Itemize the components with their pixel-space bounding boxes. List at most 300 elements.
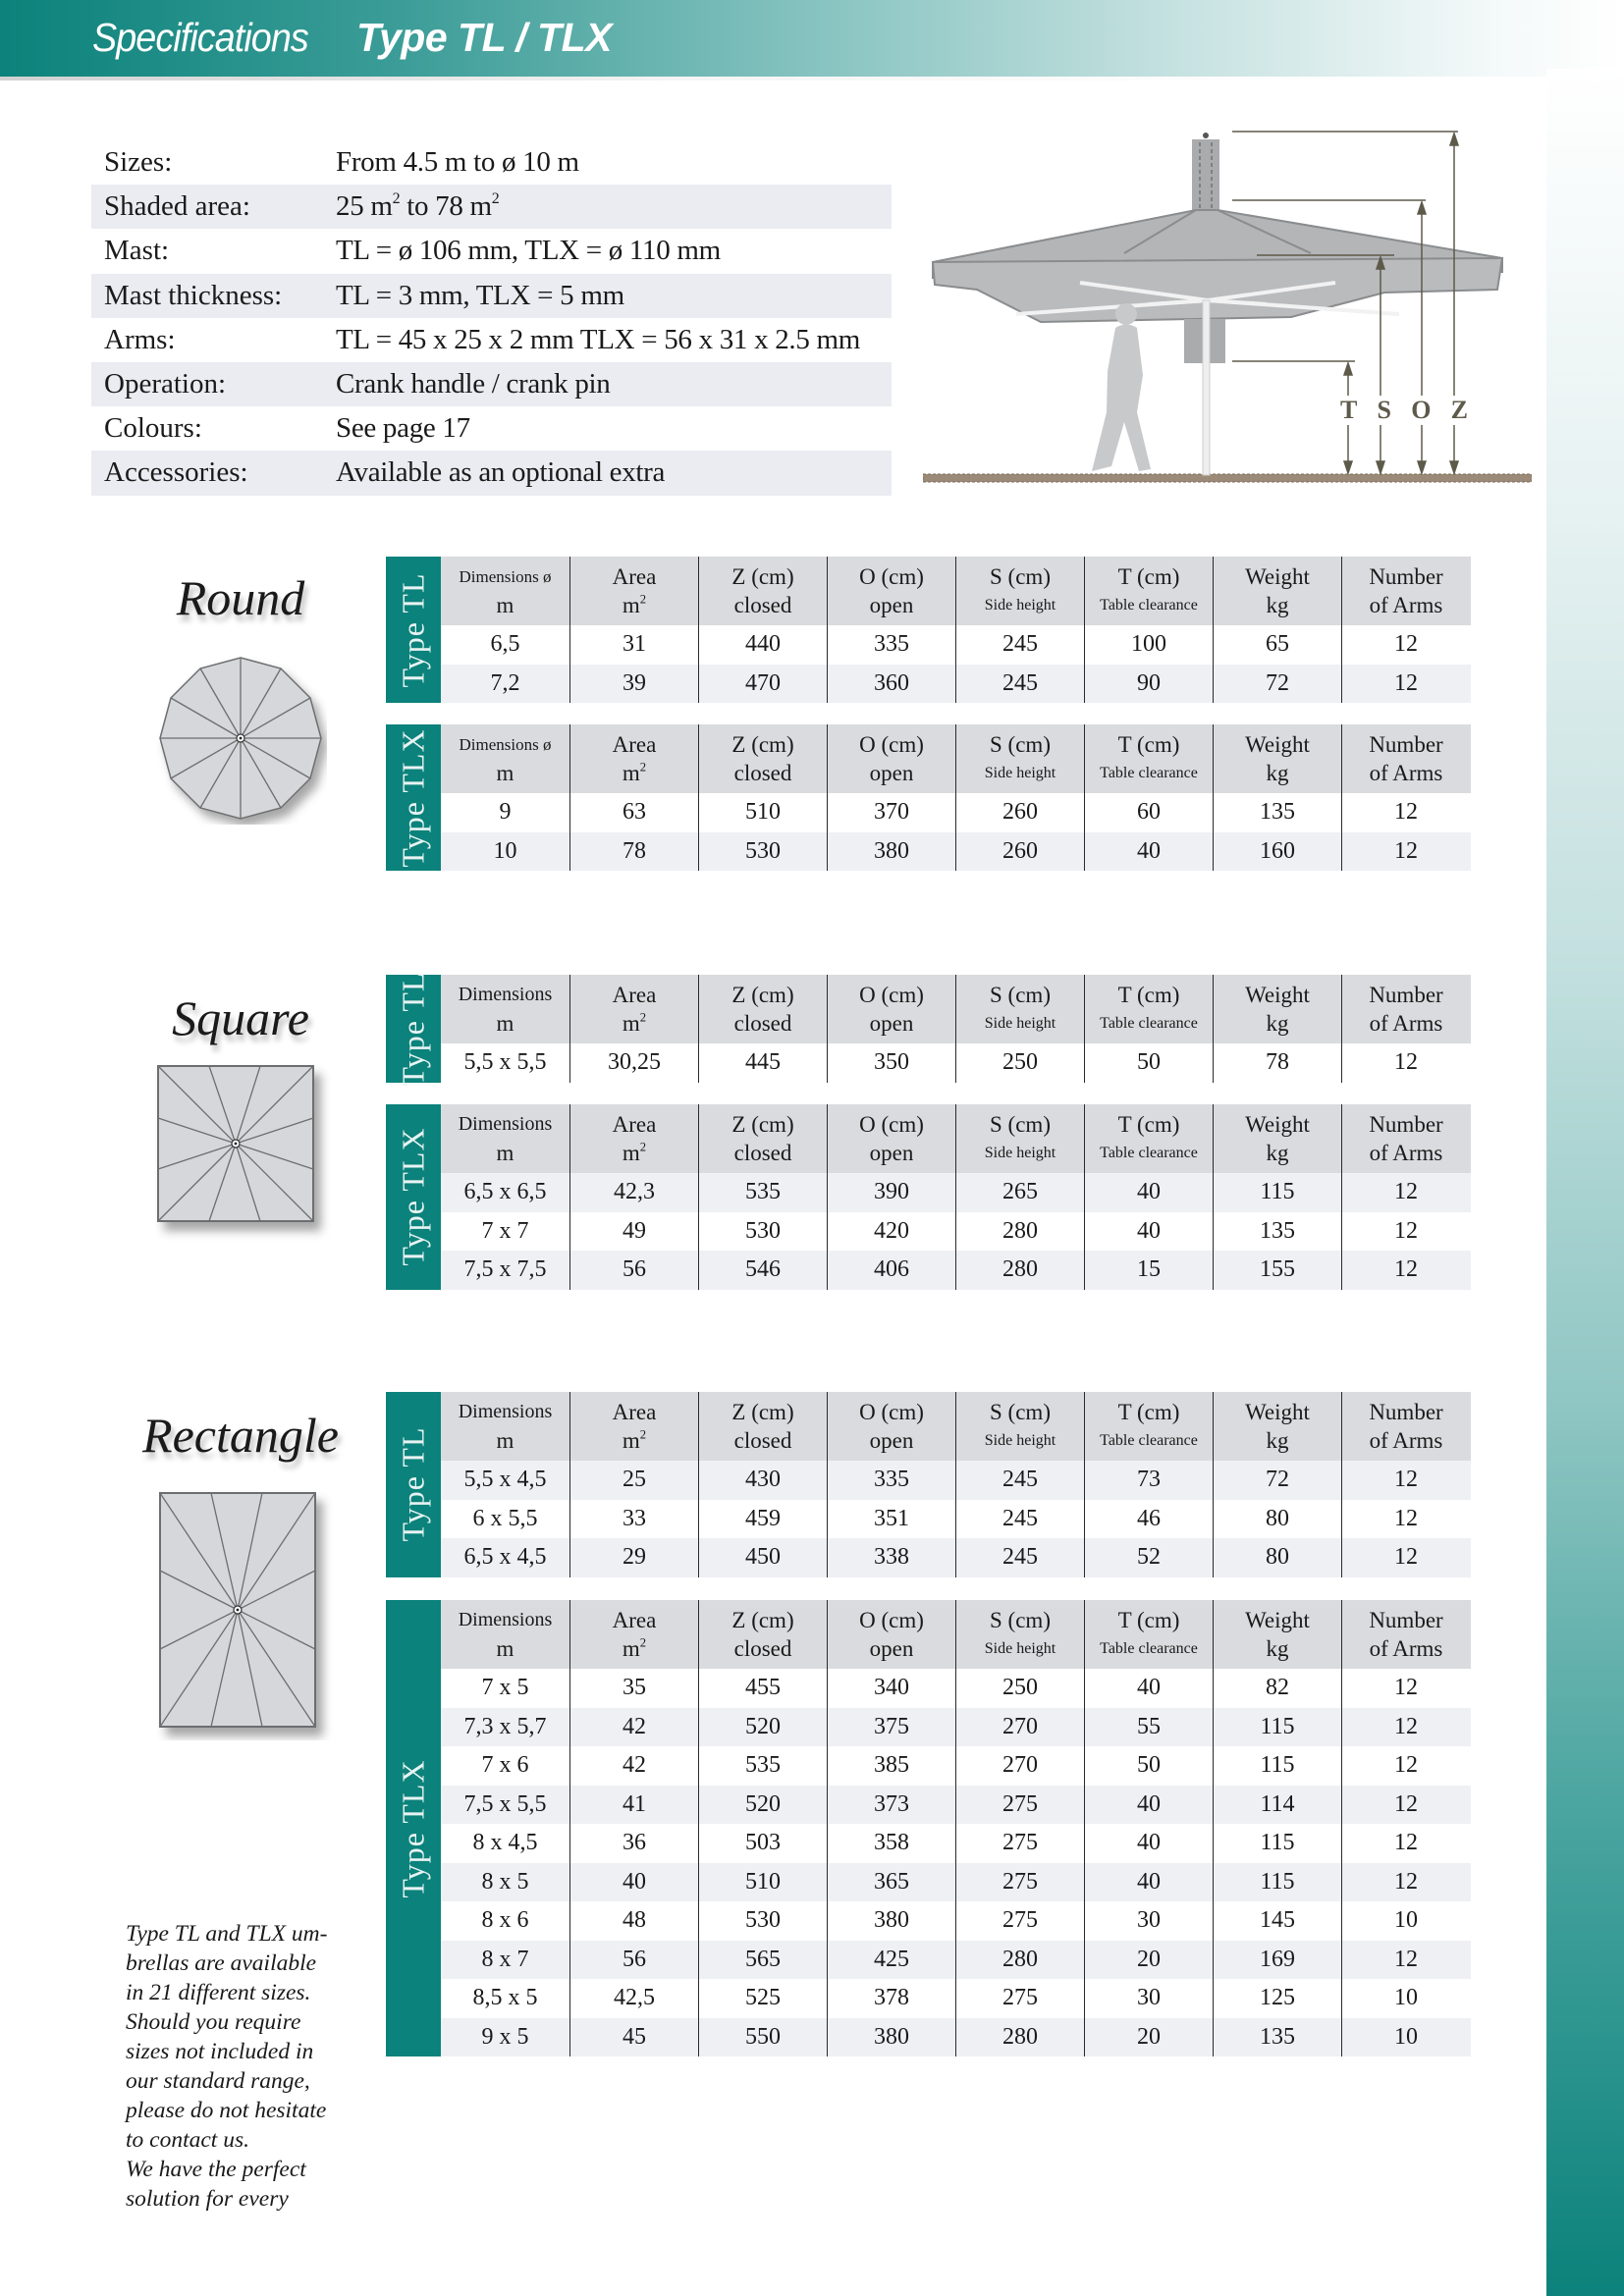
- cell-dimensions: 6,5 x 4,5: [463, 1544, 547, 1571]
- cell-dimensions: 9 x 5: [481, 2023, 529, 2050]
- cell-t-table-clearance: 60: [1084, 793, 1213, 832]
- table-row: [441, 1941, 1471, 1980]
- cell-area: 45: [569, 2018, 698, 2057]
- cell-number-of-arms: 12: [1341, 1863, 1470, 1902]
- spec-row-arms: [91, 318, 892, 362]
- cell-dimensions: 8,5 x 5: [472, 1985, 538, 2011]
- spec-value: TL = 3 mm, TLX = 5 mm: [336, 279, 624, 311]
- cell-t-table-clearance: 40: [1084, 1212, 1213, 1252]
- header-top: O (cm): [859, 1112, 924, 1137]
- cell-s-side-height: 250: [955, 1669, 1084, 1708]
- header-bottom: Table clearance: [1100, 765, 1198, 781]
- header-top: T (cm): [1117, 1400, 1180, 1424]
- cell-dimensions: 7,5 x 7,5: [463, 1256, 547, 1283]
- cell-z-closed: 535: [698, 1173, 827, 1212]
- header-bottom: [623, 1426, 646, 1455]
- spec-label: Operation:: [104, 368, 227, 400]
- header-bottom: Table clearance: [1100, 1640, 1198, 1657]
- cell-t-table-clearance: 40: [1084, 1824, 1213, 1863]
- header-bottom: Side height: [984, 1015, 1056, 1032]
- header-bottom: [623, 591, 646, 619]
- dimension-label-o: O: [1411, 396, 1432, 424]
- header-weight: [1213, 1104, 1341, 1173]
- umbrella-dimension-diagram: [923, 118, 1532, 491]
- cell-weight: 115: [1213, 1708, 1341, 1747]
- cell-area: 42: [569, 1746, 698, 1786]
- header-top: S (cm): [990, 1608, 1051, 1632]
- header-bottom: kg: [1266, 761, 1289, 785]
- table-row: [441, 1979, 1471, 2018]
- header-top: T (cm): [1117, 983, 1180, 1007]
- header-arms: [1341, 975, 1470, 1043]
- cell-number-of-arms: 12: [1341, 1461, 1470, 1500]
- cell-number-of-arms: 12: [1341, 1251, 1470, 1290]
- header-top: Z (cm): [731, 732, 794, 757]
- cell-dimensions: 7,5 x 5,5: [463, 1790, 547, 1817]
- type-label-text: Type TLX: [395, 1127, 431, 1266]
- cell-area: 25: [569, 1461, 698, 1500]
- header-top: T (cm): [1117, 1608, 1180, 1632]
- header-bottom: kg: [1266, 593, 1289, 617]
- type-label: [386, 1392, 441, 1577]
- note-line: Should you require: [126, 2009, 301, 2035]
- header-top: T (cm): [1117, 564, 1180, 589]
- header-top: Area: [612, 1608, 657, 1632]
- header-weight: [1213, 724, 1341, 793]
- cell-dimensions: 7 x 5: [481, 1675, 529, 1701]
- header-s: [955, 1600, 1084, 1669]
- header-top: Dimensions: [458, 984, 553, 1005]
- header-area: [569, 724, 698, 793]
- cell-o-open: 420: [827, 1212, 955, 1252]
- cell-dimensions: 7,3 x 5,7: [463, 1713, 547, 1739]
- header-bottom: [623, 1139, 646, 1167]
- header-bottom: closed: [733, 1428, 792, 1453]
- note-line: Type TL and TLX um-: [126, 1921, 328, 1947]
- unit: m: [622, 1011, 640, 1036]
- cell-z-closed: 510: [698, 1863, 827, 1902]
- cell-area: 48: [569, 1901, 698, 1941]
- cell-t-table-clearance: 15: [1084, 1251, 1213, 1290]
- cell-dimensions: 8 x 5: [481, 1868, 529, 1895]
- header-z: [698, 557, 827, 625]
- availability-note: [126, 1919, 371, 2214]
- note-line: brellas are available: [126, 1950, 317, 1976]
- spec-value: [336, 190, 499, 223]
- cell-number-of-arms: 12: [1341, 1824, 1470, 1863]
- cell-t-table-clearance: 52: [1084, 1538, 1213, 1577]
- header-area: [569, 975, 698, 1043]
- table-row: [441, 1212, 1471, 1252]
- table-row: [441, 1863, 1471, 1902]
- header-bottom: closed: [733, 593, 792, 617]
- header-bottom: of Arms: [1369, 1011, 1443, 1036]
- cell-weight: 72: [1213, 1461, 1341, 1500]
- header-bottom: Table clearance: [1100, 1432, 1198, 1449]
- header-top: S (cm): [990, 564, 1051, 589]
- section-title-square: Square: [172, 990, 309, 1045]
- cell-number-of-arms: 10: [1341, 1979, 1470, 2018]
- header-bottom: open: [869, 1428, 914, 1453]
- header-arms: [1341, 1392, 1470, 1461]
- cell-area: 56: [569, 1941, 698, 1980]
- header-bottom: open: [869, 1011, 914, 1036]
- type-label-text: Type TL: [395, 571, 431, 688]
- cell-o-open: 385: [827, 1746, 955, 1786]
- header-top: O (cm): [859, 732, 924, 757]
- header-bar: [0, 0, 1624, 77]
- cell-z-closed: 459: [698, 1500, 827, 1539]
- superscript: 2: [639, 1010, 647, 1025]
- header-o: [827, 975, 955, 1043]
- header-bottom: of Arms: [1369, 761, 1443, 785]
- cell-o-open: 350: [827, 1043, 955, 1083]
- cell-area: 42,3: [569, 1173, 698, 1212]
- decorative-side-bar: [1546, 69, 1624, 2296]
- header-top: T (cm): [1117, 732, 1180, 757]
- cell-z-closed: 455: [698, 1669, 827, 1708]
- cell-z-closed: 530: [698, 832, 827, 872]
- cell-s-side-height: 245: [955, 1538, 1084, 1577]
- spec-label: Colours:: [104, 412, 202, 445]
- cell-s-side-height: 245: [955, 665, 1084, 704]
- header-s: [955, 1392, 1084, 1461]
- rectangle-umbrella-top-view-icon: [157, 1490, 334, 1740]
- cell-number-of-arms: 12: [1341, 1500, 1470, 1539]
- table-row: [441, 2018, 1471, 2057]
- table-row: [441, 832, 1471, 872]
- spec-value: TL = 45 x 25 x 2 mm TLX = 56 x 31 x 2.5 mm: [336, 323, 861, 355]
- superscript: 2: [639, 1427, 647, 1442]
- header-top: S (cm): [990, 983, 1051, 1007]
- cell-weight: 135: [1213, 2018, 1341, 2057]
- cell-s-side-height: 245: [955, 1500, 1084, 1539]
- cell-t-table-clearance: 46: [1084, 1500, 1213, 1539]
- spec-label: Shaded area:: [104, 190, 250, 223]
- header-t: [1084, 557, 1213, 625]
- cell-z-closed: 430: [698, 1461, 827, 1500]
- spec-value: Crank handle / crank pin: [336, 368, 611, 400]
- table-row: [441, 1500, 1471, 1539]
- header-top: Weight: [1245, 732, 1310, 757]
- cell-t-table-clearance: 20: [1084, 2018, 1213, 2057]
- header-top: Weight: [1245, 564, 1310, 589]
- header-dimensions: [441, 1600, 569, 1669]
- cell-s-side-height: 275: [955, 1979, 1084, 2018]
- header-bottom: Side height: [984, 1432, 1056, 1449]
- table-row: [441, 1669, 1471, 1708]
- cell-dimensions: 7,2: [490, 669, 520, 696]
- header-bottom: [623, 1634, 646, 1663]
- header-top: Area: [612, 983, 657, 1007]
- superscript: 2: [639, 1140, 647, 1154]
- cell-weight: 135: [1213, 1212, 1341, 1252]
- page-title-light: Specifications: [92, 15, 308, 60]
- cell-o-open: 370: [827, 793, 955, 832]
- dimension-label-s: S: [1377, 396, 1392, 424]
- table-row: [441, 1461, 1471, 1500]
- cell-area: 41: [569, 1786, 698, 1825]
- table-row: [441, 1708, 1471, 1747]
- header-bottom: closed: [733, 1141, 792, 1165]
- type-label: [386, 557, 441, 703]
- cell-z-closed: 530: [698, 1901, 827, 1941]
- cell-t-table-clearance: 30: [1084, 1979, 1213, 2018]
- note-line: solution for every: [126, 2186, 289, 2212]
- cell-o-open: 390: [827, 1173, 955, 1212]
- header-s: [955, 1104, 1084, 1173]
- header-bottom: Side height: [984, 1640, 1056, 1657]
- header-top: Weight: [1245, 1608, 1310, 1632]
- cell-t-table-clearance: 40: [1084, 1863, 1213, 1902]
- header-bottom: m: [496, 1428, 514, 1453]
- table-body: [441, 1392, 1471, 1577]
- table-header-row: [441, 557, 1471, 625]
- header-weight: [1213, 1392, 1341, 1461]
- spec-row-mast: [91, 229, 892, 273]
- cell-z-closed: 440: [698, 625, 827, 665]
- header-dimensions: [441, 975, 569, 1043]
- header-s: [955, 975, 1084, 1043]
- unit: m: [622, 1636, 640, 1661]
- header-bottom: of Arms: [1369, 1636, 1443, 1661]
- cell-t-table-clearance: 40: [1084, 832, 1213, 872]
- cell-s-side-height: 275: [955, 1863, 1084, 1902]
- header-bottom: closed: [733, 1011, 792, 1036]
- header-top: Number: [1369, 1112, 1443, 1137]
- header-top: Area: [612, 1112, 657, 1137]
- cell-t-table-clearance: 73: [1084, 1461, 1213, 1500]
- table-header-row: [441, 1104, 1471, 1173]
- cell-area: 42,5: [569, 1979, 698, 2018]
- cell-area: 29: [569, 1538, 698, 1577]
- cell-z-closed: 525: [698, 1979, 827, 2018]
- header-top: Weight: [1245, 983, 1310, 1007]
- round-tl-table: [386, 557, 1471, 703]
- table-row: [441, 665, 1471, 704]
- cell-s-side-height: 275: [955, 1786, 1084, 1825]
- cell-t-table-clearance: 20: [1084, 1941, 1213, 1980]
- header-z: [698, 724, 827, 793]
- cell-area: 40: [569, 1863, 698, 1902]
- header-bottom: open: [869, 593, 914, 617]
- header-top: S (cm): [990, 1400, 1051, 1424]
- cell-z-closed: 450: [698, 1538, 827, 1577]
- cell-number-of-arms: 10: [1341, 1901, 1470, 1941]
- cell-s-side-height: 275: [955, 1901, 1084, 1941]
- header-area: [569, 1600, 698, 1669]
- cell-number-of-arms: 12: [1341, 625, 1470, 665]
- cell-o-open: 380: [827, 2018, 955, 2057]
- cell-weight: 115: [1213, 1746, 1341, 1786]
- cell-weight: 135: [1213, 793, 1341, 832]
- superscript: 2: [639, 1635, 647, 1650]
- cell-s-side-height: 280: [955, 1251, 1084, 1290]
- header-arms: [1341, 724, 1470, 793]
- table-row: [441, 625, 1471, 665]
- cell-dimensions: 7 x 7: [481, 1217, 529, 1244]
- note-line: our standard range,: [126, 2068, 310, 2094]
- type-label: [386, 1600, 441, 2056]
- table-header-row: [441, 724, 1471, 793]
- rectangle-tl-table: [386, 1392, 1471, 1577]
- cell-area: 30,25: [569, 1043, 698, 1083]
- spec-value: Available as an optional extra: [336, 456, 666, 489]
- cell-dimensions: 6,5 x 6,5: [463, 1179, 547, 1205]
- header-bottom: m: [496, 1011, 514, 1036]
- cell-t-table-clearance: 50: [1084, 1043, 1213, 1083]
- table-row: [441, 1901, 1471, 1941]
- header-top: Weight: [1245, 1400, 1310, 1424]
- header-top: Dimensions: [458, 1401, 553, 1422]
- cell-z-closed: 520: [698, 1786, 827, 1825]
- dimension-label-z: Z: [1450, 396, 1468, 424]
- unit: m: [622, 761, 640, 785]
- spec-list: [91, 140, 892, 496]
- round-tlx-table: [386, 724, 1471, 871]
- cell-weight: 125: [1213, 1979, 1341, 2018]
- type-label-text: Type TL: [395, 971, 431, 1087]
- cell-o-open: 335: [827, 1461, 955, 1500]
- header-top: Weight: [1245, 1112, 1310, 1137]
- umbrella-side-view-icon: [923, 118, 1532, 491]
- section-title-rectangle: Rectangle: [142, 1408, 339, 1463]
- header-bottom: of Arms: [1369, 1428, 1443, 1453]
- header-bottom: kg: [1266, 1428, 1289, 1453]
- cell-z-closed: 535: [698, 1746, 827, 1786]
- cell-dimensions: 7 x 6: [481, 1752, 529, 1779]
- cell-number-of-arms: 12: [1341, 1538, 1470, 1577]
- square-tlx-table: [386, 1104, 1471, 1290]
- page-title: [92, 12, 612, 63]
- header-t: [1084, 724, 1213, 793]
- cell-number-of-arms: 12: [1341, 1746, 1470, 1786]
- header-top: Dimensions: [458, 1609, 553, 1630]
- cell-o-open: 351: [827, 1500, 955, 1539]
- cell-weight: 155: [1213, 1251, 1341, 1290]
- table-body: [441, 724, 1471, 871]
- header-t: [1084, 1392, 1213, 1461]
- cell-t-table-clearance: 100: [1084, 625, 1213, 665]
- cell-dimensions: 8 x 4,5: [472, 1830, 538, 1856]
- note-line: in 21 different sizes.: [126, 1980, 311, 2005]
- note-line: We have the perfect: [126, 2157, 306, 2182]
- header-bottom: Table clearance: [1100, 1015, 1198, 1032]
- cell-number-of-arms: 12: [1341, 1786, 1470, 1825]
- cell-weight: 145: [1213, 1901, 1341, 1941]
- header-top: O (cm): [859, 1400, 924, 1424]
- section-title-round: Round: [176, 570, 305, 625]
- header-bottom: m: [496, 1141, 514, 1165]
- header-z: [698, 1392, 827, 1461]
- spec-label: Arms:: [104, 323, 176, 355]
- cell-number-of-arms: 12: [1341, 665, 1470, 704]
- header-bottom: open: [869, 1636, 914, 1661]
- cell-dimensions: 10: [493, 837, 517, 864]
- cell-s-side-height: 260: [955, 832, 1084, 872]
- unit: m: [622, 593, 640, 617]
- header-top: Z (cm): [731, 564, 794, 589]
- note-line: sizes not included in: [126, 2039, 314, 2064]
- cell-t-table-clearance: 40: [1084, 1173, 1213, 1212]
- cell-s-side-height: 265: [955, 1173, 1084, 1212]
- spec-value-part: to 78 m: [400, 190, 492, 223]
- header-bottom: m: [496, 1636, 514, 1661]
- header-t: [1084, 1104, 1213, 1173]
- cell-dimensions: 5,5 x 5,5: [463, 1049, 547, 1076]
- cell-dimensions: 8 x 6: [481, 1907, 529, 1934]
- cell-area: 63: [569, 793, 698, 832]
- header-top: Dimensions ø: [459, 567, 552, 586]
- cell-weight: 115: [1213, 1824, 1341, 1863]
- dimension-labels: [1340, 396, 1468, 425]
- header-top: S (cm): [990, 1112, 1051, 1137]
- cell-dimensions: 9: [499, 799, 512, 826]
- type-label-text: Type TLX: [395, 727, 431, 868]
- type-label: [386, 1104, 441, 1290]
- cell-weight: 169: [1213, 1941, 1341, 1980]
- header-bottom: of Arms: [1369, 1141, 1443, 1165]
- header-top: O (cm): [859, 564, 924, 589]
- header-bottom: Side height: [984, 765, 1056, 781]
- unit: m: [622, 1428, 640, 1453]
- header-weight: [1213, 557, 1341, 625]
- cell-number-of-arms: 10: [1341, 2018, 1470, 2057]
- header-arms: [1341, 1600, 1470, 1669]
- cell-number-of-arms: 12: [1341, 1173, 1470, 1212]
- spec-row-colours: [91, 406, 892, 451]
- cell-t-table-clearance: 90: [1084, 665, 1213, 704]
- cell-dimensions: 5,5 x 4,5: [463, 1467, 547, 1493]
- cell-number-of-arms: 12: [1341, 793, 1470, 832]
- cell-o-open: 365: [827, 1863, 955, 1902]
- cell-area: 56: [569, 1251, 698, 1290]
- header-z: [698, 1600, 827, 1669]
- spec-label: Mast:: [104, 235, 170, 267]
- cell-s-side-height: 260: [955, 793, 1084, 832]
- header-bottom: m: [496, 761, 514, 785]
- rectangle-tlx-table: [386, 1600, 1471, 2056]
- cell-number-of-arms: 12: [1341, 1941, 1470, 1980]
- cell-o-open: 358: [827, 1824, 955, 1863]
- spec-label: Sizes:: [104, 146, 173, 179]
- table-row: [441, 1251, 1471, 1290]
- cell-area: 31: [569, 625, 698, 665]
- header-bottom: of Arms: [1369, 593, 1443, 617]
- table-header-row: [441, 1392, 1471, 1461]
- header-area: [569, 1104, 698, 1173]
- cell-o-open: 406: [827, 1251, 955, 1290]
- header-dimensions: [441, 724, 569, 793]
- cell-z-closed: 565: [698, 1941, 827, 1980]
- cell-o-open: 375: [827, 1708, 955, 1747]
- header-bottom: [623, 759, 646, 787]
- header-dimensions: [441, 557, 569, 625]
- cell-weight: 115: [1213, 1173, 1341, 1212]
- cell-z-closed: 550: [698, 2018, 827, 2057]
- header-area: [569, 1392, 698, 1461]
- header-bottom: Side height: [984, 597, 1056, 614]
- spec-row-mast-thickness: [91, 274, 892, 318]
- header-top: Area: [612, 1400, 657, 1424]
- cell-number-of-arms: 12: [1341, 832, 1470, 872]
- table-header-row: [441, 975, 1471, 1043]
- cell-t-table-clearance: 40: [1084, 1669, 1213, 1708]
- cell-number-of-arms: 12: [1341, 1708, 1470, 1747]
- cell-o-open: 373: [827, 1786, 955, 1825]
- header-dimensions: [441, 1392, 569, 1461]
- type-label-text: Type TL: [395, 1426, 431, 1542]
